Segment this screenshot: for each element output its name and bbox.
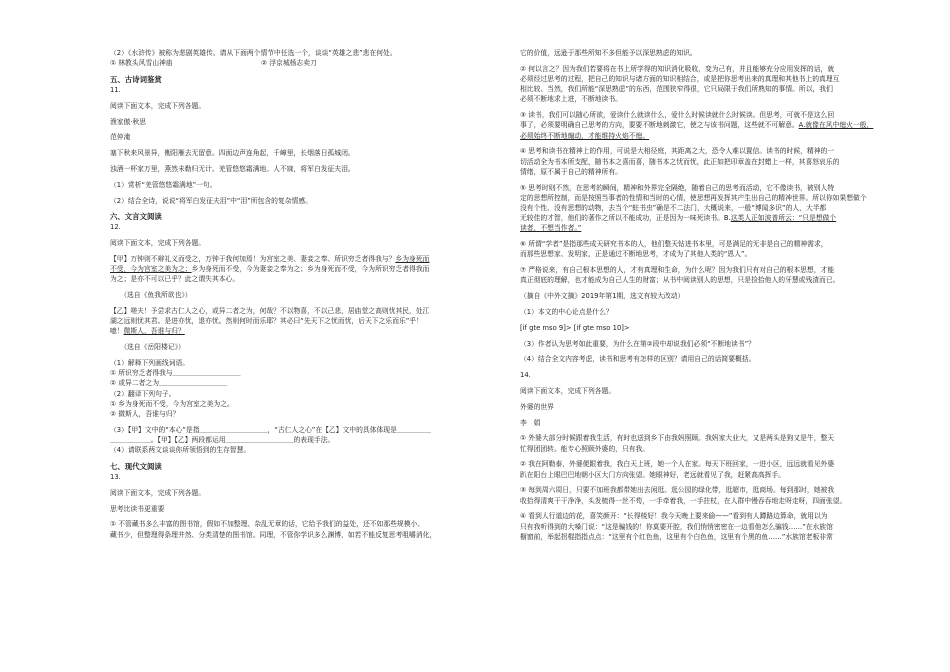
line-text: ② 或异二者之为＿＿＿＿＿＿＿＿＿＿ bbox=[110, 379, 228, 388]
text-line bbox=[520, 485, 915, 495]
text-line bbox=[520, 110, 915, 120]
text-line bbox=[110, 101, 500, 111]
text-line bbox=[110, 132, 500, 142]
text-line bbox=[520, 146, 915, 156]
text-line bbox=[520, 444, 915, 454]
line-text: 阅读下面文本，完成下列各题。 bbox=[110, 239, 206, 248]
text-line bbox=[520, 193, 915, 203]
underlined-text: 必须始终不断地煽动，才能维持火焰不熄。 bbox=[520, 131, 650, 140]
left-column bbox=[110, 48, 500, 540]
line-text: 阅读下面文本，完成下列各题。 bbox=[520, 387, 616, 395]
text-line bbox=[110, 472, 500, 482]
line-text: ④ 看到人行道边的花，喜笑颜开：“长得棱好！我今天晚上要来偷——”看到有人蹲路边算命，就用以为 bbox=[520, 512, 828, 521]
line-text: 无较佳的才智，他们的著作之所以不能成功，正是因为一味死读书。B. bbox=[520, 214, 731, 223]
section-heading bbox=[110, 74, 500, 85]
text-line bbox=[110, 519, 500, 529]
text-line bbox=[520, 64, 915, 74]
line-text: ④ 思考和读书在精神上的作用，可说是大相径庭，其距离之大，恐令人难以置信。读书的时候，精神的一 bbox=[520, 147, 835, 156]
text-line bbox=[110, 488, 500, 498]
line-text: （4）请联系两文谈谈你所领悟到的生存智慧。 bbox=[110, 446, 251, 455]
line-text: （摘自《中外文摘》2019年第1期，选文有较大改动） bbox=[520, 292, 685, 301]
underlined-text: 乡为身死而 bbox=[395, 254, 430, 263]
line-text: ② 微斯人，吾谁与归？ bbox=[110, 409, 180, 418]
underlined-text: A.就像在风中熄火一般， bbox=[798, 121, 874, 130]
text-line bbox=[110, 148, 500, 158]
line-text: 12. bbox=[110, 223, 121, 232]
line-text: 14. bbox=[520, 371, 531, 380]
line-text: 11. bbox=[110, 86, 121, 94]
text-line bbox=[110, 85, 500, 95]
line-text: （4）结合全文内容考虑，读书和思考有怎样的区别？请用自己的话简要概括。 bbox=[520, 355, 756, 364]
line-text: ① 乡为身死而不受，今为宫室之美为之。 bbox=[110, 399, 234, 408]
text-line bbox=[110, 445, 500, 455]
text-line bbox=[520, 131, 915, 141]
text-line bbox=[520, 522, 915, 532]
line-text: （1）解释下列画线词语。 bbox=[110, 358, 190, 367]
text-line bbox=[110, 435, 500, 445]
line-text: 13. bbox=[110, 472, 121, 481]
underlined-text: 读者，不想当作者。” bbox=[520, 224, 582, 233]
text-line bbox=[520, 249, 915, 259]
text-line bbox=[110, 358, 500, 368]
line-text: （1）赏析“羌管悠悠霜满地”一句。 bbox=[110, 180, 217, 189]
line-text: 趴在阳台上眼巴巴地朝小区大门方向张望。她眼神好，老远就看见了我，赶紧高高挥手。 bbox=[520, 470, 786, 479]
text-line bbox=[110, 222, 500, 232]
line-text: ① 不管藏书多么丰富的图书馆，假如不加整理、杂乱无章的话，它给予我们的益处，还不如那些规模小、 bbox=[110, 520, 425, 529]
line-text: 湖之远则忧其君。是进亦忧，退亦忧。然则何时而乐耶？其必曰“先天下之忧而忧，后天下之乐而乐”乎！ bbox=[110, 317, 423, 326]
text-line bbox=[110, 274, 500, 284]
text-line bbox=[520, 120, 915, 130]
text-line bbox=[110, 290, 500, 300]
text-line bbox=[520, 203, 915, 213]
text-line bbox=[520, 370, 915, 380]
text-line bbox=[110, 389, 500, 399]
line-text: 范仲淹 bbox=[110, 133, 131, 142]
line-text: 真正彻底的理解，也才能成为自己人生的财富；从书中阅读别人的思想，只是捡拾他人的牙慧或残渣而已。 bbox=[520, 276, 840, 285]
line-text: [if gte mso 9]> [if gte mso 10]> bbox=[520, 323, 630, 332]
line-text: 【甲】万钟则不辩礼义而受之，万钟于我何加焉！为宫室之美、妻妾之奉、所识穷乏者得我与？ bbox=[110, 254, 396, 263]
line-text: 必须不断地求上进，不断地读书。 bbox=[520, 95, 622, 104]
line-text: 事了，必须要明确自己思考的方向，要要不断地刺激它，使之与该书问题，这些就不可解意。 bbox=[520, 121, 799, 130]
text-line bbox=[520, 291, 915, 301]
line-text: ① 林教头风雪山神庙 ② 浮京城杨志卖刀 bbox=[110, 59, 317, 68]
text-line bbox=[520, 532, 915, 542]
text-line bbox=[520, 213, 915, 223]
line-text: 渔家傲·秋思 bbox=[110, 117, 147, 126]
line-text: 六、文言文阅读 bbox=[110, 212, 162, 222]
line-text: 收拾得清爽干干净净，头发梳得一丝不苟，一手牵着我，一手拄杖，在人群中慢吞吞地走呀走呀，四面张望。 bbox=[520, 496, 847, 505]
text-line bbox=[110, 316, 500, 326]
line-text: 为之；是亦不可以已乎？此之谓失其本心。 bbox=[110, 275, 240, 284]
line-text-rest: 乡为身死而不受，今为妻妾之奉为之；乡为身死而不受，今为所识穷乏者得我而 bbox=[191, 265, 430, 274]
text-line bbox=[110, 306, 500, 316]
text-line bbox=[110, 326, 500, 336]
text-line bbox=[110, 409, 500, 419]
line-text: ⑦ 严格说来，有自己根本思想的人，才有真理和生命，为什么呢？因为我们只有对自己的根本思想，才能 bbox=[520, 266, 835, 275]
text-line bbox=[110, 48, 500, 58]
line-text: 七、现代文阅读 bbox=[110, 461, 162, 471]
text-line bbox=[520, 265, 915, 275]
text-line bbox=[520, 84, 915, 94]
line-text: 塞下秋来风景异，衡阳雁去无留意。四面边声连角起，千嶂里，长烟落日孤城闭。 bbox=[110, 149, 355, 158]
text-line bbox=[110, 504, 500, 514]
line-text: 【乙】嗟夫！予尝求古仁人之心，或异二者之为，何哉？不以物喜，不以己悲，居庙堂之高则忧其民，处江 bbox=[110, 306, 430, 315]
text-line bbox=[520, 386, 915, 396]
text-line bbox=[520, 223, 915, 233]
line-text: （1）本文的中心论点是什么？ bbox=[520, 308, 613, 317]
text-line bbox=[520, 167, 915, 177]
underlined-text: 微斯人，吾谁与归？ bbox=[123, 327, 185, 336]
text-line bbox=[520, 402, 915, 412]
line-text: 阅读下面文本，完成下列各题。 bbox=[110, 101, 206, 110]
text-line bbox=[110, 196, 500, 206]
line-text: 外婆的世界 bbox=[520, 402, 554, 411]
line-text: ③ 读书，我们可以随心所欲，爱读什么就读什么，爱什么时候读就什么时候读。但思考，可就不是这么回 bbox=[520, 111, 835, 120]
line-text: ③ 每到周六周日，只要不加班我都带她出去闲逛。逛公园的绿化带，逛超市，逛商场。每到那时，她被我 bbox=[520, 486, 835, 495]
line-text: ① 外婆大部分时候跟着我生活，有时也送到乡下由我妈照顾。我妈家大业大，又是两头是狗又是牛，整天 bbox=[520, 434, 835, 443]
line-text: 定的思想所控制，而是按照当事者的性情和当时的心情，使思想再发挥其产生出自己的精神世界。所以你如果想做个 bbox=[520, 193, 867, 202]
line-text: ＿＿＿＿＿＿。【甲】【乙】两段都运用＿＿＿＿＿＿＿＿＿＿的表现手法。 bbox=[110, 435, 335, 444]
text-line bbox=[110, 378, 500, 388]
text-line bbox=[110, 254, 500, 264]
text-line bbox=[520, 323, 915, 333]
underlined-text: 这类人正如波普所云：“只是想做个 bbox=[730, 214, 837, 223]
line-text: 橱窗前，举起拐棍指指点点：“这里有个红色鱼，这里有个白色鱼，这里有个黑的鱼……”水族馆老板非常 bbox=[520, 532, 833, 541]
text-line bbox=[520, 496, 915, 506]
line-text: 情绪，原不属于自己的精神所有。 bbox=[520, 167, 622, 176]
line-text: 藏书少，但整理得条理井然、分类清楚的图书馆。同理，不管你学识多么渊博，如若不能反复思考咀嚼消化， bbox=[110, 530, 437, 539]
line-text: 噫！ bbox=[110, 327, 124, 336]
line-text: 李 娟 bbox=[520, 418, 541, 427]
text-line bbox=[520, 511, 915, 521]
text-line bbox=[520, 94, 915, 104]
line-text: 相比较、当然，我们所能“深思熟虑”的东西，范围狭窄得很，它只局限于我们所熟知的事情。所以，我们 bbox=[520, 85, 833, 94]
text-line bbox=[110, 530, 500, 540]
text-line bbox=[110, 342, 500, 352]
right-column bbox=[520, 48, 915, 542]
text-line bbox=[520, 239, 915, 249]
text-line bbox=[520, 307, 915, 317]
text-line bbox=[520, 157, 915, 167]
text-line bbox=[110, 238, 500, 248]
line-text: ⑤ 思考时则不然，在思考的瞬间，精神和外界完全隔绝，随着自己的思考而活动，它不像读书，被别人特 bbox=[520, 183, 835, 192]
line-text: （选自《岳阳楼记》） bbox=[110, 343, 185, 352]
line-text: ② 我在阿勒泰，外婆便跟着我，我白天上班，她一个人在家。每天下班回家，一进小区，远远就看见外婆 bbox=[520, 460, 835, 469]
text-line bbox=[110, 399, 500, 409]
text-line bbox=[520, 470, 915, 480]
text-line bbox=[520, 48, 915, 58]
line-text: 没有个性、没有思想的动物，去当个“蛀书虫”确是不二法门，大概说来，一般“博闻多识”的人，大半都 bbox=[520, 204, 827, 213]
line-text: ① 所识穷乏者得我与＿＿＿＿＿＿＿＿＿＿ bbox=[110, 369, 241, 378]
line-text: 只有我听得到的大嗓门说：“这是骗钱的！你莫要开腔，我们悄悄密密在一边看他怎么骗钱……”在水族馆 bbox=[520, 522, 833, 531]
line-text: （3）【甲】文中的“本心”是指＿＿＿＿＿＿＿＿＿＿，“古仁人之心”在【乙】文中的具体体现是＿＿＿＿＿ bbox=[110, 425, 431, 434]
text-line bbox=[110, 58, 500, 68]
line-text: 它的价值，远逊于那些所知不多但能予以深思熟虑的知识。 bbox=[520, 49, 697, 57]
text-line bbox=[110, 164, 500, 174]
line-text: （3）作者认为思考如此重要，为什么在第②段中却说我们必须“不断地读书”？ bbox=[520, 339, 755, 348]
text-line bbox=[520, 183, 915, 193]
text-line bbox=[520, 459, 915, 469]
line-text: 切活动全为书本所支配，随书本之喜而喜，随书本之忧而忧，此正如把印章盖在封蜡上一样，其喜怒哀乐的 bbox=[520, 157, 840, 166]
line-text: 忙得团团转。能专心照顾外婆的，只有我。 bbox=[520, 444, 650, 453]
text-line bbox=[110, 264, 500, 274]
text-line bbox=[520, 339, 915, 349]
line-text: 思考比读书更重要 bbox=[110, 504, 165, 513]
line-text: （2）翻译下列句子。 bbox=[110, 389, 176, 398]
section-heading bbox=[110, 211, 500, 222]
line-text: ⑥ 所谓“学者”是指那些成天研究书本的人，他们整天钻进书本里，可是满足的无非是自己的精神需求， bbox=[520, 240, 828, 249]
line-text: 不受，今为宫室之美为之； bbox=[110, 265, 192, 274]
line-text: 阅读下面文本，完成下列各题。 bbox=[110, 488, 206, 497]
text-line bbox=[110, 180, 500, 190]
line-text: 而那些思想家、发明家，正是通过不断地思考，才成为了其他人类的“恩人”。 bbox=[520, 250, 752, 259]
line-text: （2）《水浒传》被称为悲剧英雄传。请从下面两个情节中任选一个，谈谈“英雄之悲”悲在何处。 bbox=[110, 49, 397, 57]
text-line bbox=[520, 418, 915, 428]
line-text: ② 何以言之？因为我们若要将在书上所学得的知识消化吸收，变为己有，并且能够充分应用发挥的话，就 bbox=[520, 64, 835, 73]
line-text: 必须经过思考的过程，把自己的知识与诸方面的知识相结合，或是把你思考出来的真理和其他书上的真理互 bbox=[520, 75, 840, 83]
line-text: 浊酒一杯家万里，燕然未勒归无计。羌管悠悠霜满地。人不寐，将军白发征夫泪。 bbox=[110, 164, 355, 173]
line-text: （选自《鱼我所欲也》） bbox=[110, 291, 192, 300]
line-text: 五、古诗词鉴赏 bbox=[110, 75, 162, 84]
line-text: （2）结合全诗，说说“将军白发征夫泪”中“泪”所包含的复杂情感。 bbox=[110, 196, 312, 205]
text-line bbox=[520, 354, 915, 364]
text-line bbox=[520, 74, 915, 84]
text-line bbox=[520, 275, 915, 285]
text-line bbox=[110, 368, 500, 378]
text-line bbox=[110, 425, 500, 435]
text-line bbox=[520, 433, 915, 443]
text-line bbox=[110, 117, 500, 127]
section-heading bbox=[110, 461, 500, 472]
